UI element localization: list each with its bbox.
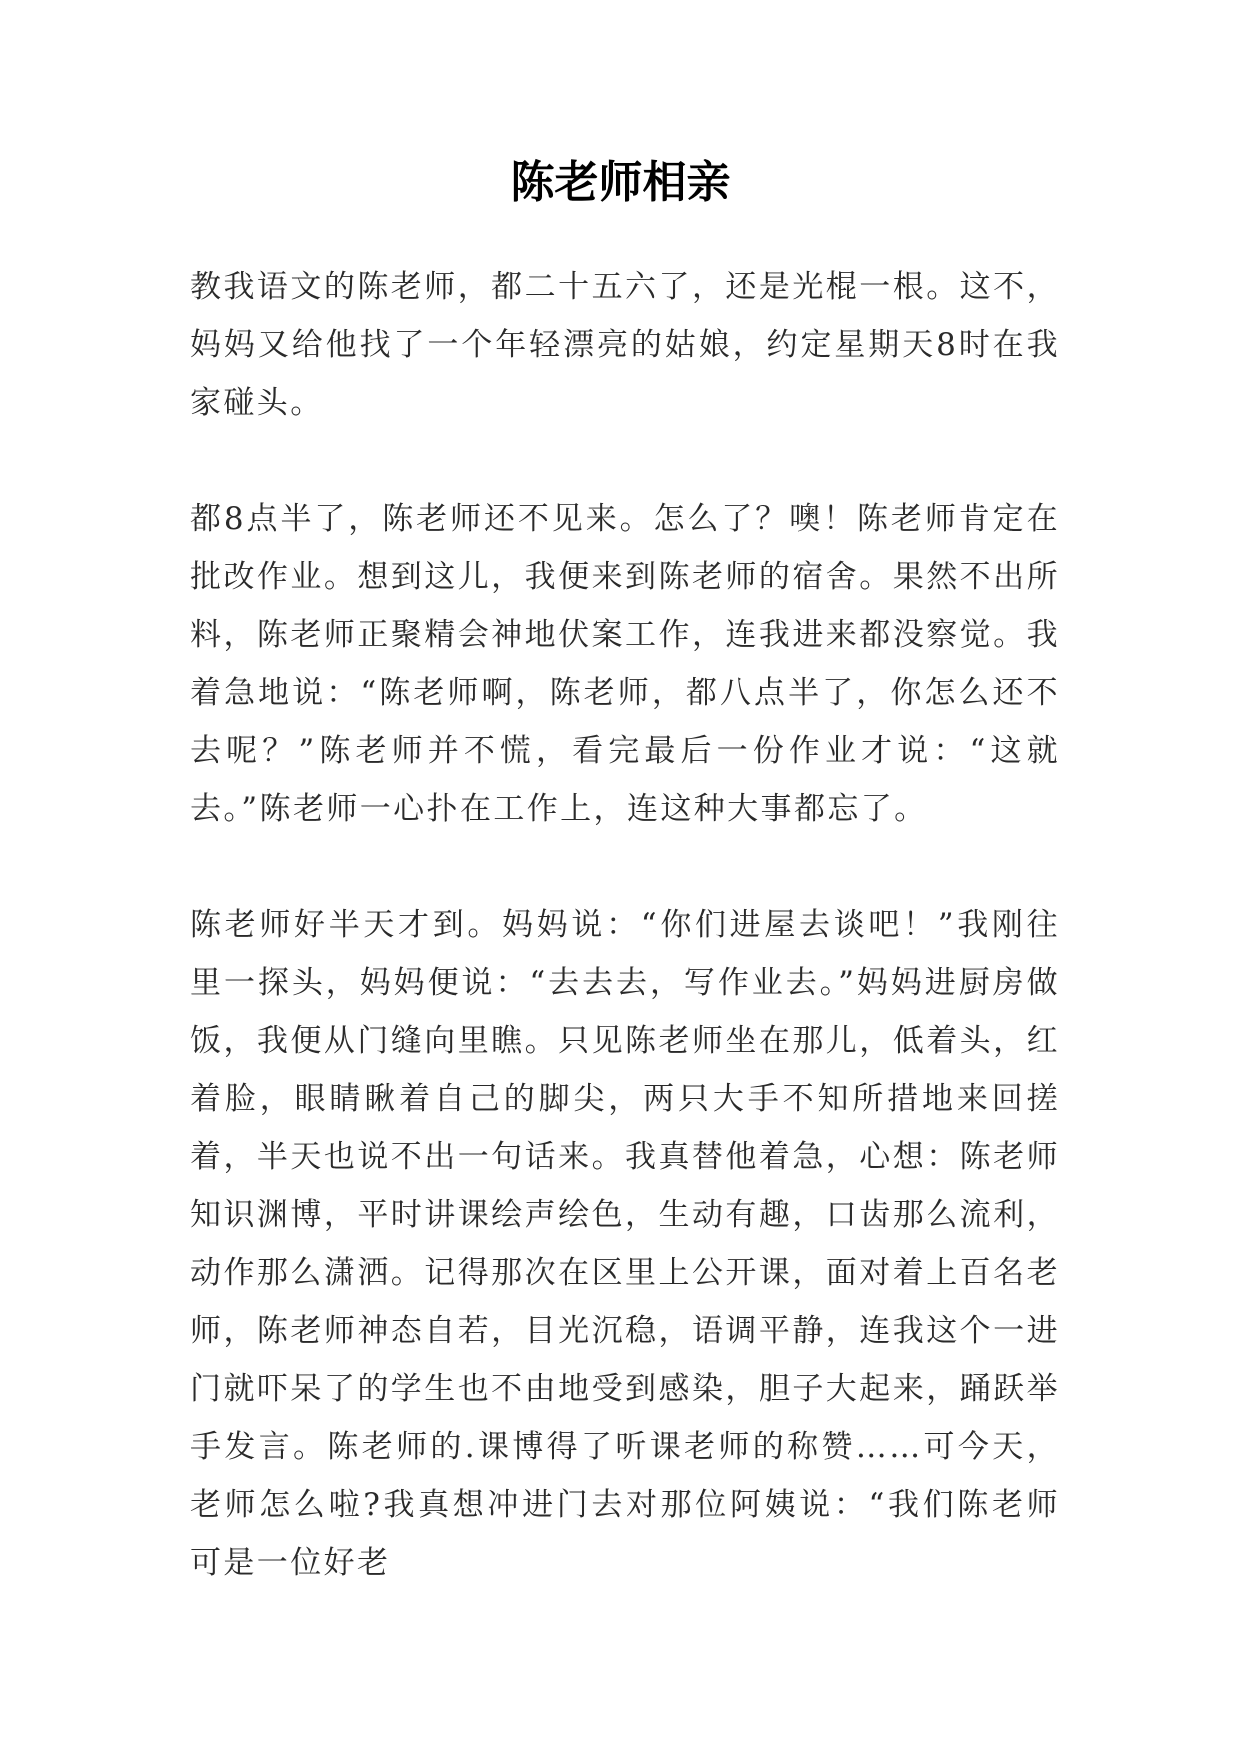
paragraph-2: 都8点半了，陈老师还不见来。怎么了？噢！陈老师肯定在批改作业。想到这儿，我便来到陈老师的宿舍。果然不出所料，陈老师正聚精会神地伏案工作，连我进来都没察觉。我着急地说：“陈老师啊，陈老师，都八点半了，你怎么还不去呢？”陈老师并不慌，看完最后一份作业才说：“这就去。”陈老师一心扑在工作上，连这种大事都忘了。 — [190, 501, 1060, 827]
document-title: 陈老师相亲 — [510, 157, 731, 208]
paragraph-1: 教我语文的陈老师，都二十五六了，还是光棍一根。这不，妈妈又给他找了一个年轻漂亮的姑娘，约定星期天8时在我家碰头。 — [190, 269, 1060, 421]
document-body — [190, 258, 1060, 1592]
paragraph-3: 陈老师好半天才到。妈妈说：“你们进屋去谈吧！”我刚往里一探头，妈妈便说：“去去去，写作业去。”妈妈进厨房做饭，我便从门缝向里瞧。只见陈老师坐在那儿，低着头，红着脸，眼睛瞅着自己的脚尖，两只大手不知所措地来回搓着，半天也说不出一句话来。我真替他着急，心想：陈老师知识渊博，平时讲课绘声绘色，生动有趣，口齿那么流利，动作那么潇洒。记得那次在区里上公开课，面对着上百名老师，陈老师神态自若，目光沉稳，语调平静，连我这个一进门就吓呆了的学生也不由地受到感染，胆子大起来，踊跃举手发言。陈老师的.课博得了听课老师的称赞……可今天，老师怎么啦?我真想冲进门去对那位阿姨说：“我们陈老师可是一位好老 — [190, 907, 1060, 1581]
